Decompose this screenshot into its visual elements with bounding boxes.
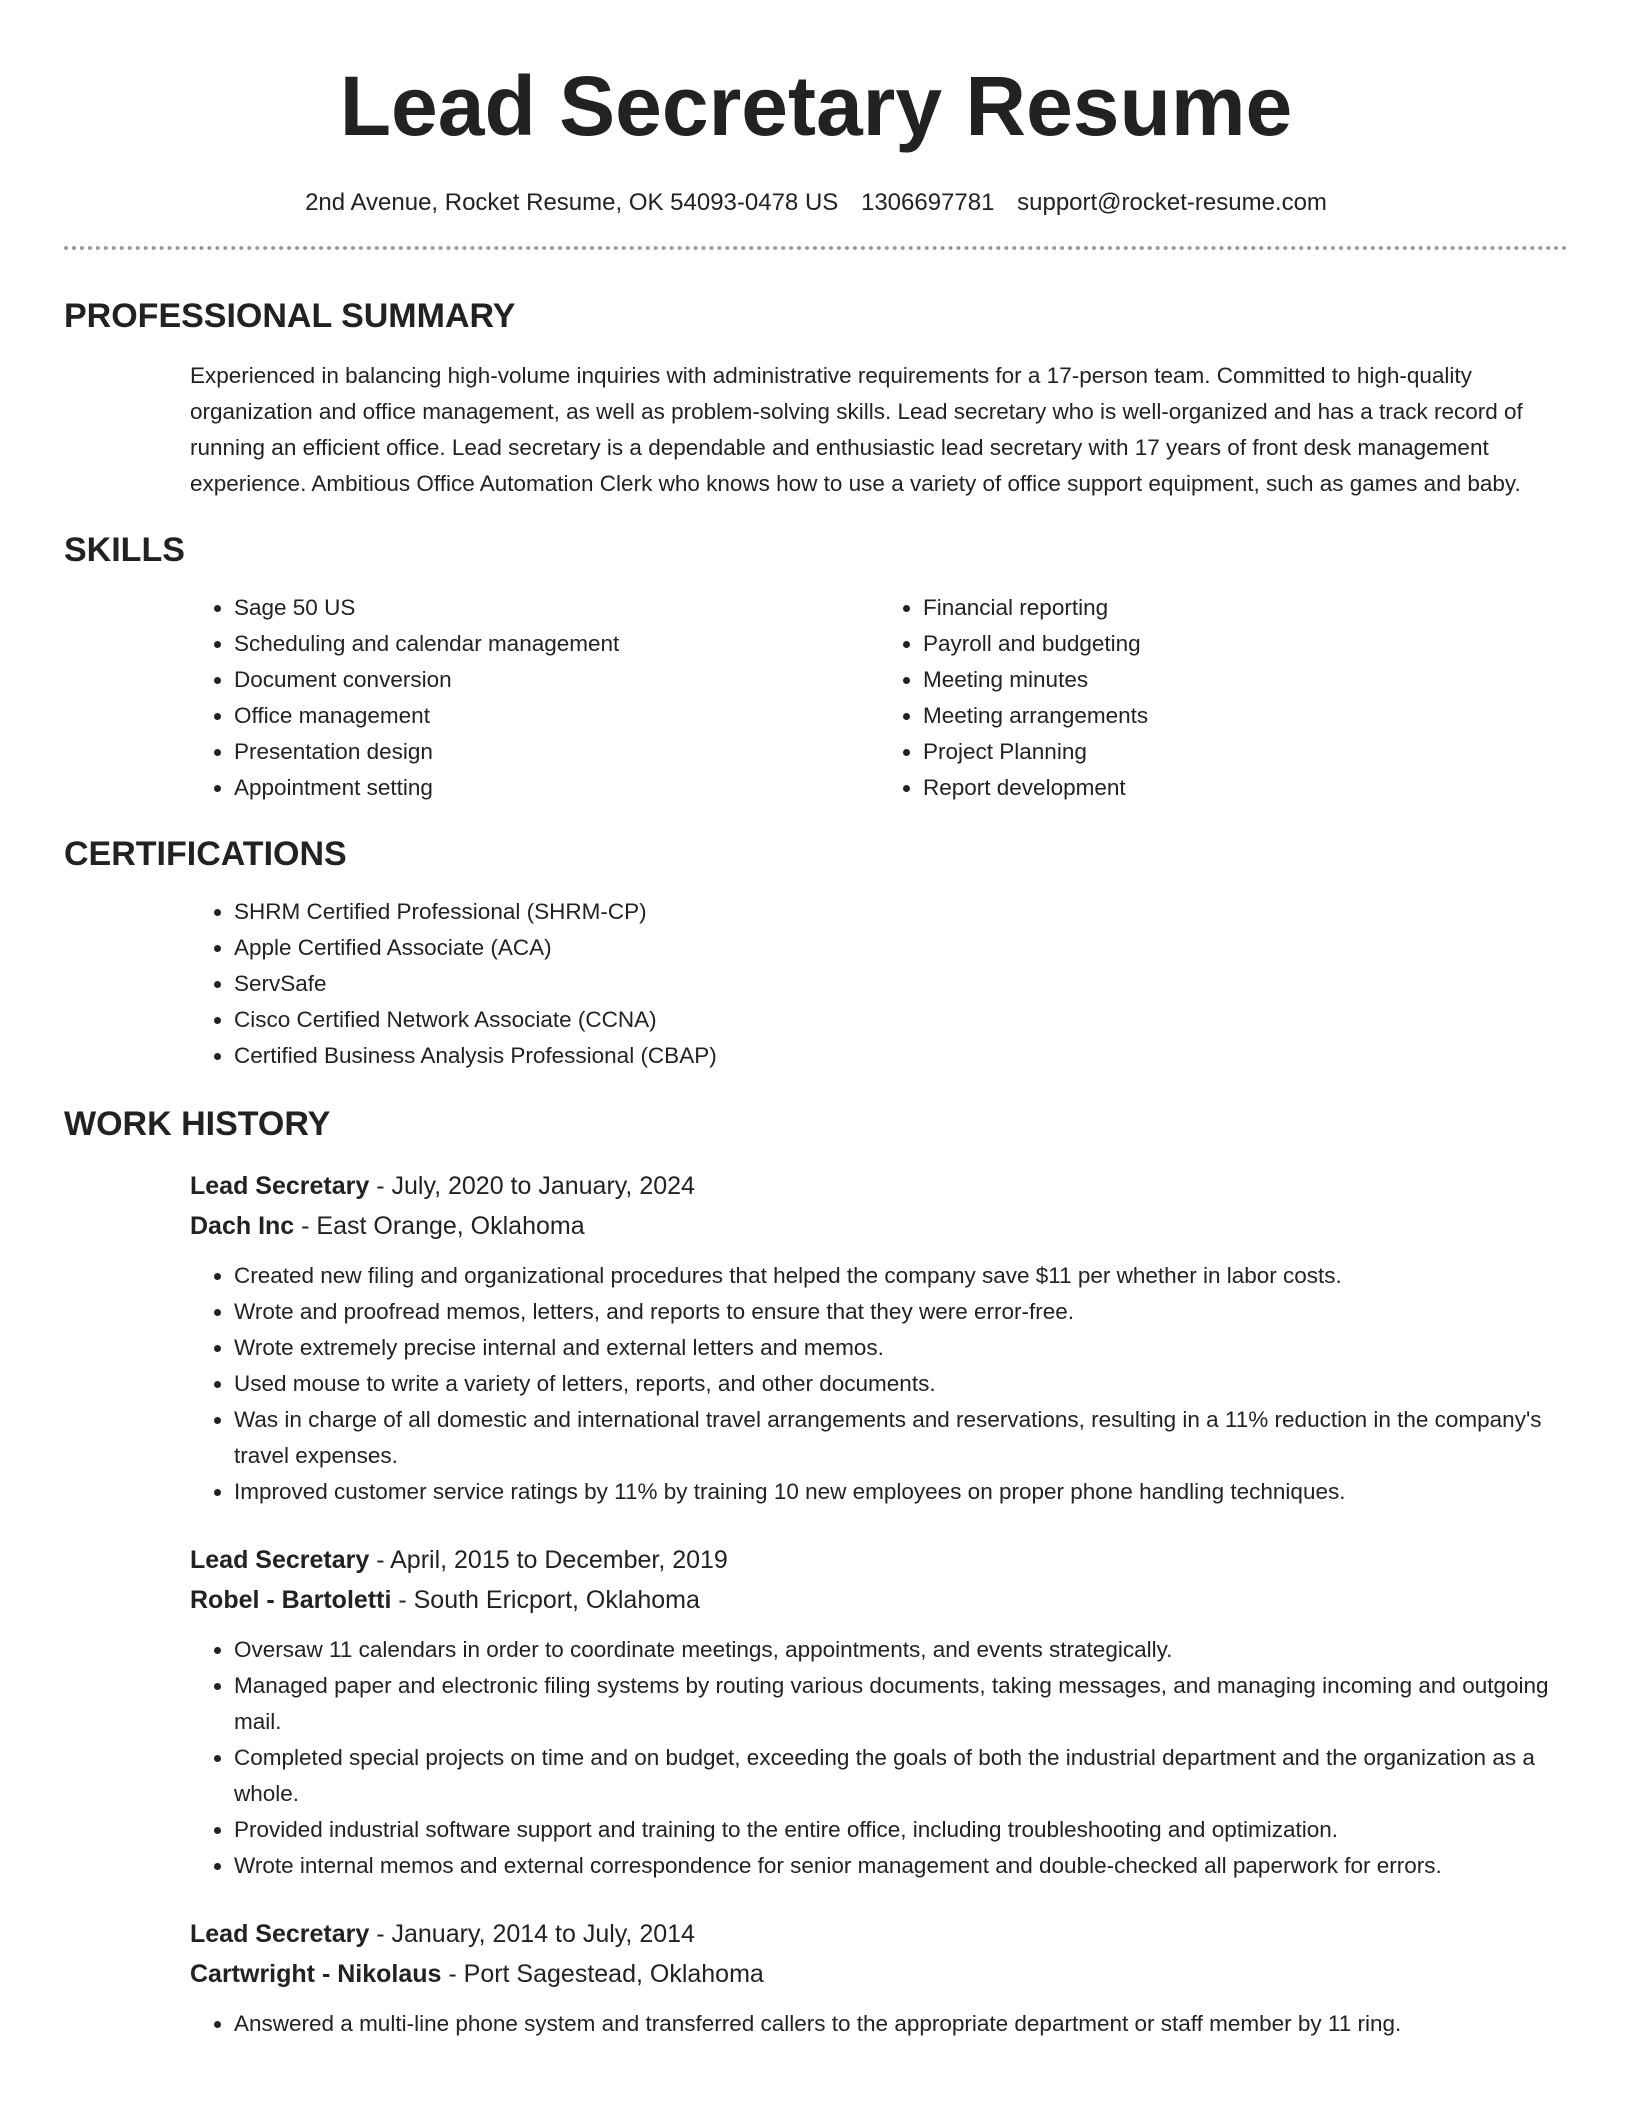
skills-column-left (190, 590, 879, 806)
certifications-list (190, 894, 1568, 1074)
job-dates: - July, 2020 to January, 2024 (369, 1172, 695, 1200)
job-bullet: • Completed special projects on time and on budget, exceeding the goals of both the industrial department and the organization as a whole. (234, 1740, 1568, 1812)
job-title-line (190, 1540, 1568, 1580)
job-bullet: • Answered a multi-line phone system and transferred callers to the appropriate department or staff member by 11 ring. (234, 2006, 1568, 2042)
certification-item: • SHRM Certified Professional (SHRM-CP) (234, 894, 1568, 930)
job-bullet: • Provided industrial software support and training to the entire office, including troubleshooting and optimization. (234, 1812, 1568, 1848)
job-bullet: • Oversaw 11 calendars in order to coordinate meetings, appointments, and events strategically. (234, 1632, 1568, 1668)
section-title-skills: SKILLS (64, 531, 185, 569)
header-divider (64, 246, 1568, 250)
job-bullet: • Was in charge of all domestic and international travel arrangements and reservations, resulting in a 11% reduction in the company's travel expenses. (234, 1402, 1568, 1474)
job-title-line (190, 1914, 1568, 1954)
skill-item: • Financial reporting (923, 590, 1568, 626)
skills-list (190, 590, 1568, 806)
skill-item: • Report development (923, 770, 1568, 806)
job-title: Lead Secretary (190, 1546, 370, 1574)
job-company-line (190, 1206, 1568, 1246)
job-bullets (190, 2006, 1568, 2042)
job-bullet: • Used mouse to write a variety of letters, reports, and other documents. (234, 1366, 1568, 1402)
resume-page (64, 0, 1568, 2042)
job-location: - South Ericport, Oklahoma (391, 1586, 700, 1614)
skill-item: • Presentation design (234, 734, 879, 770)
job-bullet: • Wrote and proofread memos, letters, and reports to ensure that they were error-free. (234, 1294, 1568, 1330)
job-company: Cartwright - Nikolaus (190, 1960, 442, 1988)
summary-text: Experienced in balancing high-volume inquiries with administrative requirements for a 17-person team. Committed to high-quality organization and office management, as well as problem-solving skills. Lead secretary who is well-organized and has a track record of running an efficient office. Lead secretary is a dependable and enthusiastic lead secretary with 17 years of front desk management experience. Ambitious Office Automation Clerk who knows how to use a variety of office support equipment, such as games and baby. (190, 363, 1523, 496)
job-entry (190, 1166, 1568, 1510)
job-bullets (190, 1632, 1568, 1884)
skill-item: • Document conversion (234, 662, 879, 698)
skill-item: • Meeting arrangements (923, 698, 1568, 734)
job-bullet: • Managed paper and electronic filing systems by routing various documents, taking messages, and managing incoming and outgoing mail. (234, 1668, 1568, 1740)
certification-item: • Apple Certified Associate (ACA) (234, 930, 1568, 966)
skill-item: • Payroll and budgeting (923, 626, 1568, 662)
job-company-line (190, 1954, 1568, 1994)
contact-email: support@rocket-resume.com (1017, 189, 1327, 216)
job-entry (190, 1540, 1568, 1884)
job-company: Dach Inc (190, 1212, 295, 1240)
skill-item: • Meeting minutes (923, 662, 1568, 698)
job-bullet: • Created new filing and organizational procedures that helped the company save $11 per whether in labor costs. (234, 1258, 1568, 1294)
job-bullets (190, 1258, 1568, 1510)
skill-item: • Sage 50 US (234, 590, 879, 626)
certification-item: • ServSafe (234, 966, 1568, 1002)
certification-item: • Cisco Certified Network Associate (CCNA) (234, 1002, 1568, 1038)
contact-address: 2nd Avenue, Rocket Resume, OK 54093-0478 US (305, 189, 839, 216)
job-title: Lead Secretary (190, 1920, 370, 1948)
section-title-summary: PROFESSIONAL SUMMARY (64, 297, 516, 335)
job-dates: - April, 2015 to December, 2019 (369, 1546, 728, 1574)
job-dates: - January, 2014 to July, 2014 (369, 1920, 695, 1948)
section-title-work-history: WORK HISTORY (64, 1105, 331, 1143)
skill-item: • Appointment setting (234, 770, 879, 806)
job-location: - East Orange, Oklahoma (294, 1212, 585, 1240)
job-location: - Port Sagestead, Oklahoma (441, 1960, 764, 1988)
job-bullet: • Wrote internal memos and external correspondence for senior management and double-checked all paperwork for errors. (234, 1848, 1568, 1884)
job-company: Robel - Bartoletti (190, 1586, 392, 1614)
skill-item: • Project Planning (923, 734, 1568, 770)
contact-phone: 1306697781 (860, 189, 995, 216)
job-bullet: • Wrote extremely precise internal and external letters and memos. (234, 1330, 1568, 1366)
skills-column-right (879, 590, 1568, 806)
job-bullet: • Improved customer service ratings by 11% by training 10 new employees on proper phone handling techniques. (234, 1474, 1568, 1510)
job-company-line (190, 1580, 1568, 1620)
resume-title: Lead Secretary Resume (339, 59, 1293, 153)
skill-item: • Scheduling and calendar management (234, 626, 879, 662)
job-title-line (190, 1166, 1568, 1206)
job-title: Lead Secretary (190, 1172, 370, 1200)
section-title-certifications: CERTIFICATIONS (64, 835, 347, 873)
certification-item: • Certified Business Analysis Professional (CBAP) (234, 1038, 1568, 1074)
skill-item: • Office management (234, 698, 879, 734)
job-entry (190, 1914, 1568, 2042)
contact-line (64, 186, 1568, 220)
